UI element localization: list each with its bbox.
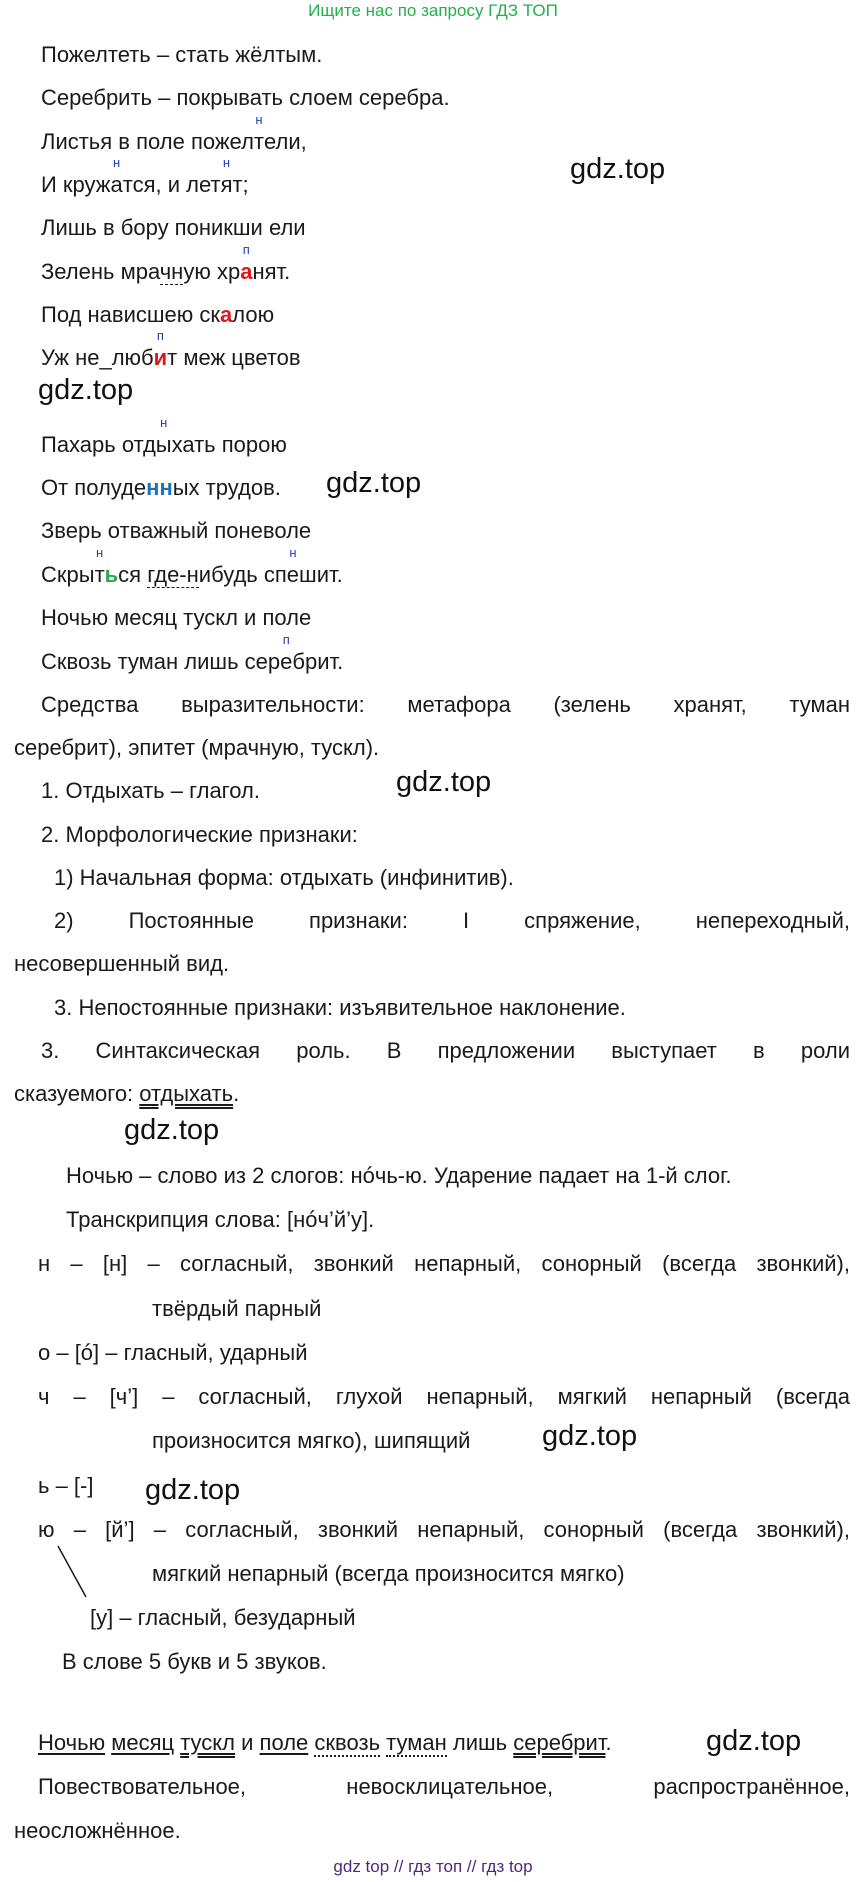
phonetic-line: произносится мягко), шипящий — [152, 1428, 471, 1453]
definition-line: Серебрить – покрывать слоем серебра. — [41, 85, 450, 110]
poem-line: Ночью месяц тускл и поле — [41, 605, 312, 630]
marked-letter — [220, 155, 233, 198]
period: . — [605, 1730, 612, 1755]
phonetic-line: о – [ó] – гласный, ударный — [38, 1340, 308, 1365]
analysis-line: 2) Постоянные признаки: I спряжение, непереходный, — [54, 908, 850, 933]
poem-text: От полуде — [41, 475, 147, 500]
mark-p: п — [242, 242, 250, 257]
letter: я — [220, 172, 233, 197]
predicate-word: серебрит — [513, 1730, 606, 1755]
poem-text: брит. — [292, 649, 344, 674]
mark-p: п — [156, 328, 164, 343]
characteristic-line: Повествовательное, невосклицательное, распространённое, — [38, 1774, 850, 1799]
marked-letter — [155, 415, 172, 458]
phonetic-line: мягкий непарный (всегда произносится мягко) — [152, 1561, 625, 1586]
poem-text: Под нависшею ск — [41, 302, 220, 327]
mark-p: п — [282, 632, 290, 647]
poem-text: ели, — [263, 129, 307, 154]
predicate-word: отдыхать — [139, 1081, 234, 1106]
analysis-text: . — [233, 1081, 240, 1106]
analysis-line: 1. Отдыхать – глагол. — [41, 778, 260, 803]
poem-text: лою — [232, 302, 275, 327]
phonetic-line: Ночью – слово из 2 слогов: нóчь-ю. Ударение падает на 1-й слог. — [66, 1163, 732, 1188]
poem-line: Лишь в бору поникши ели — [41, 215, 306, 240]
phonetic-line: Транскрипция слова: [нóч’й’у]. — [66, 1207, 375, 1232]
poem-text: Пахарь отд — [41, 432, 156, 457]
letter: ы — [155, 432, 172, 457]
characteristic-line: неосложнённое. — [14, 1818, 181, 1843]
analysis-line: 1) Начальная форма: отдыхать (инфинитив). — [54, 865, 514, 890]
poem-text: т меж цветов — [167, 345, 301, 370]
subject-word: поле — [259, 1730, 309, 1755]
phonetic-line: ю – [й’] – согласный, звонкий непарный, сонорный (всегда звонкий), — [38, 1517, 850, 1542]
poem-line — [41, 545, 343, 588]
watermark: gdz.top — [326, 467, 422, 499]
analysis-line: несовершенный вид. — [14, 951, 230, 976]
dashed-letters: где-н — [147, 562, 199, 587]
dashed-letters: чн — [159, 259, 184, 284]
adverbial-word: туман — [386, 1730, 447, 1755]
marked-letter — [280, 632, 293, 675]
analysis-line: Средства выразительности: метафора (зелень хранят, туман — [41, 692, 850, 717]
poem-text: хать порою — [171, 432, 287, 457]
letter: а — [240, 259, 253, 284]
conjunction-word: и — [241, 1730, 254, 1755]
marked-letter — [240, 242, 253, 285]
poem-line — [41, 328, 301, 371]
analysis-line: 3. Синтаксическая роль. В предложении выступает в роли — [41, 1038, 850, 1063]
watermark: gdz.top — [38, 374, 134, 406]
poem-line — [41, 632, 344, 675]
poem-text: ую хр — [183, 259, 241, 284]
poem-text: тся, и лет — [122, 172, 221, 197]
poem-text: Сквозь туман лишь сер — [41, 649, 281, 674]
analysis-line: 3. Непостоянные признаки: изъявительное наклонение. — [54, 995, 626, 1020]
poem-line — [41, 112, 307, 155]
mark-n: н — [160, 415, 168, 430]
poem-line — [41, 242, 291, 285]
analysis-line — [14, 1081, 239, 1107]
highlight-letter: ь — [104, 562, 119, 587]
poem-line: Зверь отважный поневоле — [41, 518, 312, 543]
poem-line — [41, 302, 274, 328]
mark-n: н — [289, 545, 297, 560]
phonetic-line: твёрдый парный — [152, 1296, 322, 1321]
analysis-line: серебрит), эпитет (мрачную, тускл). — [14, 735, 380, 760]
letter: а — [110, 172, 123, 197]
poem-text: т; — [232, 172, 249, 197]
parsed-sentence — [38, 1730, 612, 1756]
highlight-letters: нн — [146, 475, 173, 500]
watermark: gdz.top — [124, 1114, 220, 1146]
poem-line — [41, 155, 249, 198]
predicate-word: тускл — [180, 1730, 235, 1755]
marked-letter — [110, 155, 123, 198]
watermark: gdz.top — [570, 153, 666, 185]
adverbial-word: Ночью — [38, 1730, 106, 1755]
marked-letter — [94, 545, 105, 588]
poem-text: И круж — [41, 172, 111, 197]
marked-letter — [153, 328, 168, 371]
header-note: Ищите нас по запросу ГДЗ ТОП — [308, 1, 558, 20]
analysis-line: 2. Морфологические признаки: — [41, 822, 358, 847]
poem-text: шит. — [299, 562, 343, 587]
footer-note: gdz top // гдз топ // гдз top — [333, 1857, 533, 1876]
poem-text: ибудь сп — [198, 562, 287, 587]
letter: е — [280, 649, 293, 674]
watermark: gdz.top — [145, 1474, 241, 1506]
particle-word: лишь — [452, 1730, 508, 1755]
letter: т — [253, 129, 264, 154]
poem-line — [41, 475, 281, 501]
watermark: gdz.top — [706, 1725, 802, 1757]
poem-text: Уж не_люб — [41, 345, 154, 370]
highlight-letter: а — [220, 302, 233, 327]
poem-text: Зелень мра — [41, 259, 160, 284]
phonetic-line: В слове 5 букв и 5 звуков. — [62, 1649, 327, 1674]
poem-text: ых трудов. — [172, 475, 281, 500]
phonetic-line: [у] – гласный, безударный — [90, 1605, 356, 1630]
definition-line: Пожелтеть – стать жёлтым. — [41, 42, 323, 67]
watermark: gdz.top — [542, 1420, 638, 1452]
phonetic-line: ь – [-] — [38, 1473, 94, 1498]
poem-text: Листья в поле пожел — [41, 129, 254, 154]
subject-word: месяц — [111, 1730, 175, 1755]
adverbial-word: сквозь — [314, 1730, 381, 1755]
mark-n: н — [113, 155, 121, 170]
marked-letter — [253, 112, 264, 155]
poem-line — [41, 415, 287, 458]
poem-text: нят. — [252, 259, 291, 284]
mark-n: н — [96, 545, 104, 560]
letter: и — [153, 345, 168, 370]
letter: т — [94, 562, 105, 587]
phonetic-line: ч – [ч’] – согласный, глухой непарный, мягкий непарный (всегда — [38, 1384, 850, 1409]
watermark: gdz.top — [396, 766, 492, 798]
phonetic-line: н – [н] – согласный, звонкий непарный, сонорный (всегда звонкий), — [38, 1251, 850, 1276]
poem-text: ся — [118, 562, 148, 587]
mark-n: н — [222, 155, 231, 170]
marked-letter — [286, 545, 300, 588]
analysis-text: сказуемого: — [14, 1081, 140, 1106]
letter: е — [286, 562, 300, 587]
poem-text: Скры — [41, 562, 95, 587]
mark-n: н — [255, 112, 263, 127]
